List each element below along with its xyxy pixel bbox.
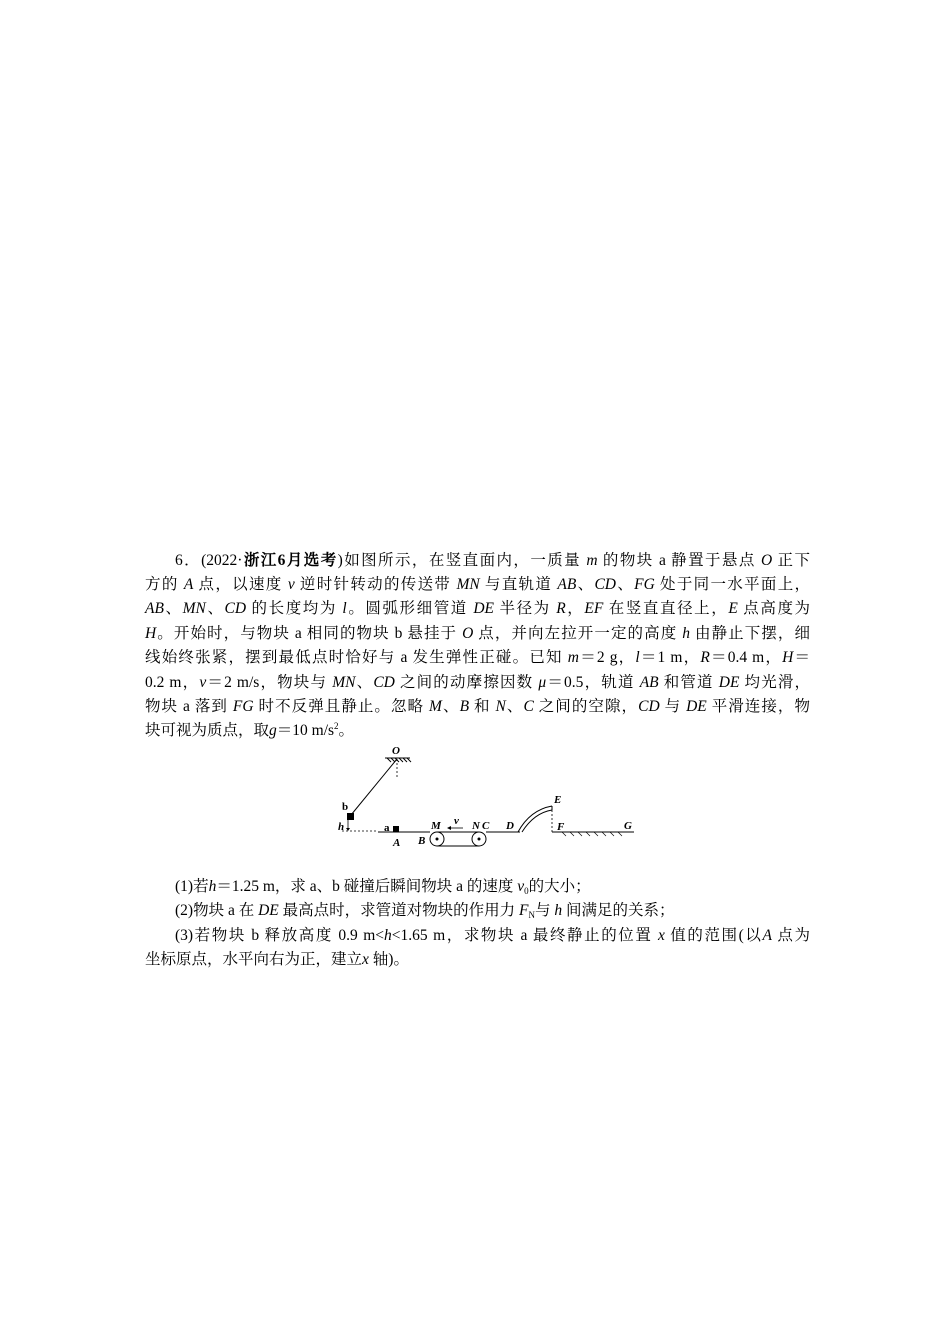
problem-line-4: H。开始时，与物块 a 相同的物块 b 悬挂于 O 点，并向左拉开一定的高度 h 由静止下摆，细 <box>145 625 811 642</box>
problem-line-6: 0.2 m，v＝2 m/s，物块与 MN、CD 之间的动摩擦因数 μ＝0.5，轨道 AB 和管道 DE 均光滑， <box>145 674 811 691</box>
label-v: v <box>454 815 459 827</box>
label-b: b <box>342 801 349 813</box>
label-O: O <box>392 745 400 757</box>
question-3-line-2: 坐标原点，水平向右为正，建立x 轴)。 <box>145 951 409 968</box>
problem-line-8: 块可视为质点，取g＝10 $m/s^2$。 <box>145 721 355 739</box>
problem-line-2: 方的 A 点，以速度 v 逆时针转动的传送带 MN 与直轨道 AB、CD、FG 处于同一水平面上， <box>145 576 811 593</box>
block-b <box>347 813 354 820</box>
pipe-DE <box>518 806 552 832</box>
source-tag: 浙江6月选考 <box>242 552 338 569</box>
ceiling-support <box>385 758 411 762</box>
label-h: h <box>338 821 345 833</box>
question-2: (2)物块 a 在 DE 最高点时，求管道对物块的作用力 $F_N$与 h 间满足的关系； <box>175 902 675 920</box>
label-E: E <box>554 794 562 806</box>
label-C: C <box>482 820 490 832</box>
problem-line-1: 6．(2022·浙江6月选考)如图所示，在竖直面内，一质量 m 的物块 a 静置于悬点 O 正下 <box>175 552 810 569</box>
label-G: G <box>624 820 632 832</box>
label-M: M <box>431 820 441 832</box>
physics-diagram <box>330 740 640 855</box>
label-D: D <box>506 820 514 832</box>
problem-line-5: 线始终张紧，摆到最低点时恰好与 a 发生弹性正碰。已知 m＝2 g，l＝1 m，R＝0.4 m，H＝ <box>145 649 811 666</box>
block-a <box>393 826 399 832</box>
question-1: (1)若h＝1.25 m，求 a、b 碰撞后瞬间物块 a 的速度 $v_0$的大小； <box>175 878 591 896</box>
label-N: N <box>472 820 480 832</box>
label-B: B <box>418 835 426 847</box>
label-a: a <box>384 822 390 834</box>
problem-line-7: 物块 a 落到 FG 时不反弹且静止。忽略 M、B 和 N、C 之间的空隙，CD 与 DE 平滑连接，物 <box>145 698 810 715</box>
label-A: A <box>393 837 401 849</box>
pendulum-string <box>351 759 397 815</box>
question-3-line-1: (3)若物块 b 释放高度 0.9 m<h<1.65 m，求物块 a 最终静止的位置 x 值的范围(以A 点为 <box>175 927 810 944</box>
label-F: F <box>557 821 565 833</box>
problem-line-3: AB、MN、CD 的长度均为 l。圆弧形细管道 DE 半径为 R，EF 在竖直直径上，E 点高度为 <box>145 600 811 617</box>
